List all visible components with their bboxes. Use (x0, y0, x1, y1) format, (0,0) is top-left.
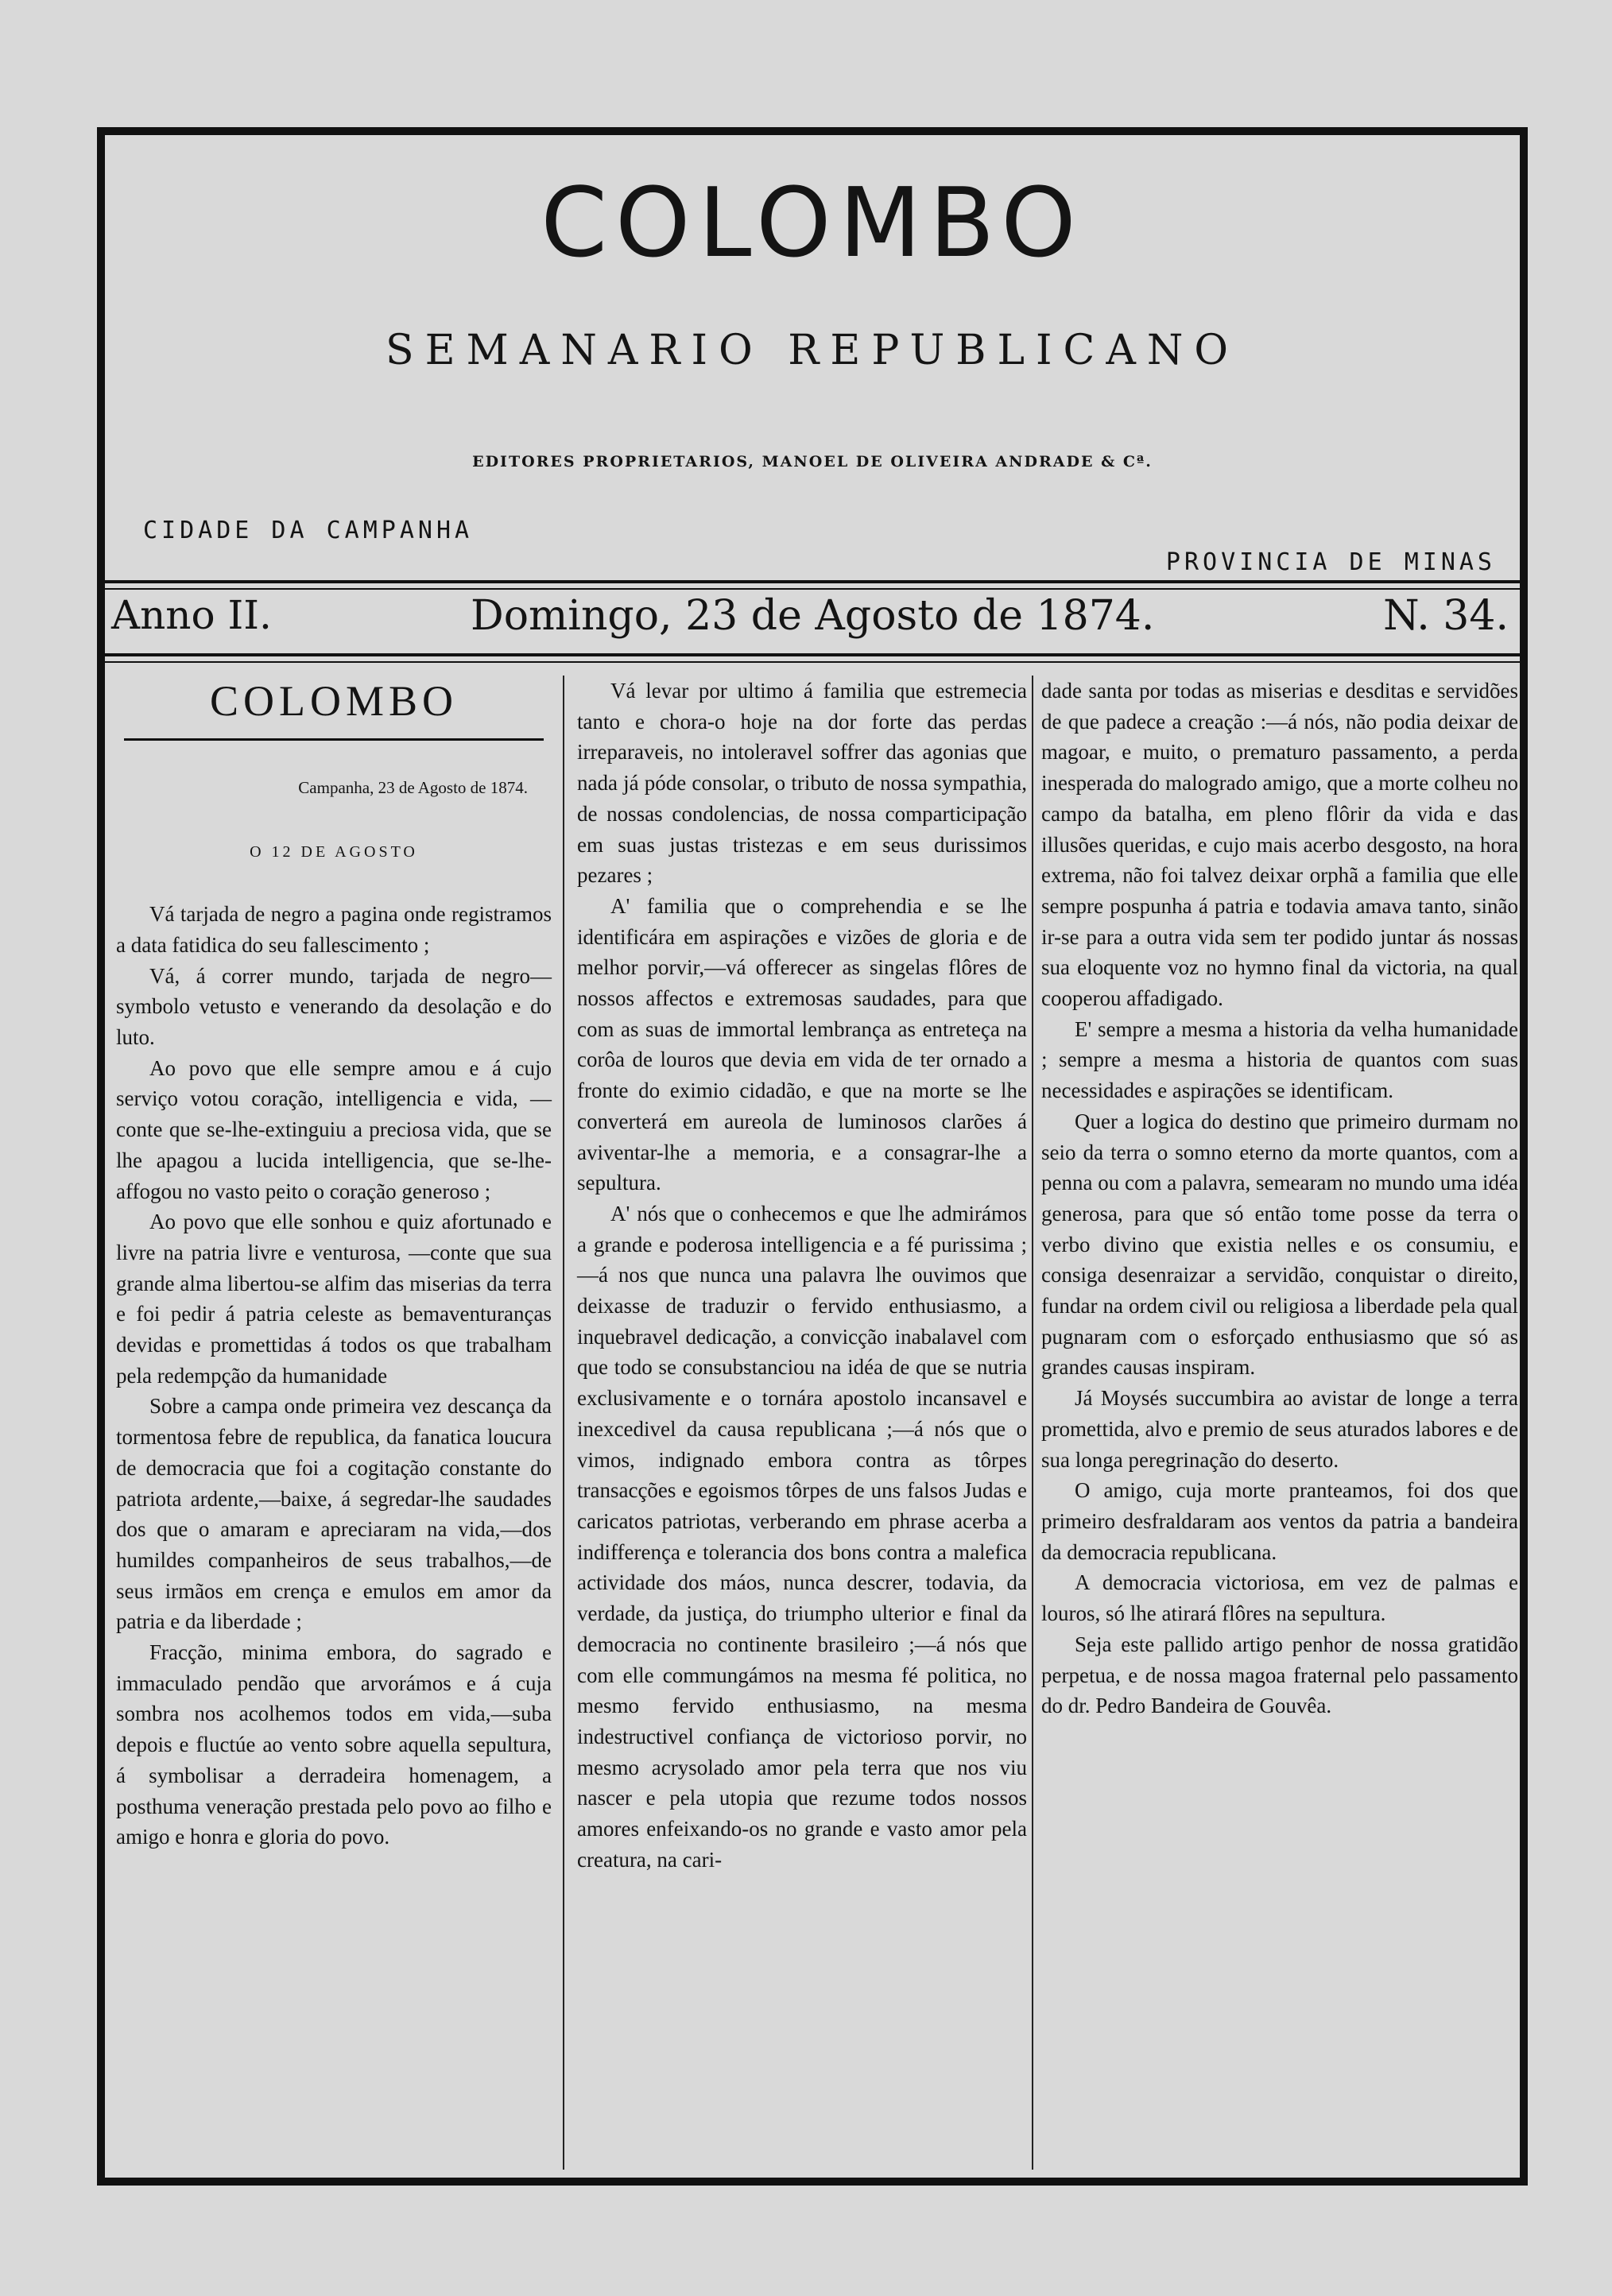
dateline-rule (105, 653, 1520, 656)
paragraph: Já Moysés succumbira ao avistar de longe a terra promettida, alvo e premio de seus aturados labores e de sua longa peregrinação do deserto. (1041, 1386, 1518, 1472)
paragraph: Fracção, minima embora, do sagrado e immaculado pendão que arvorámos e á cuja sombra nos acolhemos todos em vida,—suba depois e fluctúe ao vento sobre aquella sepultura, á symbolisar a derradeira homenagem, a posthuma veneração prestada pelo povo ao filho e amigo e honra e gloria do povo. (116, 1640, 552, 1849)
paragraph: Ao povo que elle sonhou e quiz afortunado e livre na patria livre e venturosa, —conte que sua grande alma libertou-se alfim das miserias da terra e foi pedir á patria celeste as bemaventuranças devidas e promettidas á todos os que trabalham pela redempção da humanidade (116, 1210, 552, 1388)
issue-number: N. 34. (1383, 592, 1509, 640)
paragraph: Sobre a campa onde primeira vez descança da tormentosa febre de republica, da fanatica loucura de democracia que foi a cogitação constante do patriota ardente,—baixe, á segredar-lhe saudades dos que o amaram e apreciaram na vida,—dos humildes companheiros de seus trabalhos,—de seus irmãos em crença e emulos em amor da patria e da liberdade ; (116, 1394, 552, 1634)
article-column-2 (577, 676, 1027, 1875)
article-section-heading: O 12 DE AGOSTO (250, 842, 418, 861)
article-column-3 (1041, 676, 1518, 1721)
masthead-title: COLOMBO (541, 168, 1084, 279)
masthead-city: CIDADE DA CAMPANHA (143, 517, 474, 544)
paragraph: Ao povo que elle sempre amou e á cujo serviço votou coração, intelligencia e vida, —conte que se-lhe-extinguiu a preciosa vida, que se lhe apagou a lucida intelligencia, que se-lhe-affogou no vasto peito o coração generoso ; (116, 1055, 552, 1203)
page-frame (97, 127, 1528, 2186)
article-title: COLOMBO (209, 677, 459, 725)
article-dateline: Campanha, 23 de Agosto de 1874. (298, 777, 528, 797)
paragraph: A' nós que o conhecemos e que lhe admirámos a grande e poderosa intelligencia e a fé purissima ;—á nos que nunca una palavra lhe ouvimos que deixasse de traduzir o fervido enthusiasmo, a inquebravel dedicação, a convicção inabalavel com que todo se consubstanciou na idéa de que se nutria exclusivamente e o tornára apostolo incansavel e inexcedivel da causa republicana ;—á nós que o vimos, indignado embora contra as tôrpes transacções e egoismos tôrpes de uns falsos Judas e caricatos patriotas, verberando em phrase acerba a indifferença e tolerancia dos bons contra a malefica actividade dos máos, nunca descrer, todavia, da verdade, da justiça, do triumpho ulterior e final da democracia no continente brasileiro ;—á nós que com elle commungámos na mesma fé politica, no mesmo fervido enthusiasmo, na mesma indestructivel confiança de victorioso porvir, no mesmo acrysolado amor pela terra que nos viu nascer e pela utopia que rezume todos nossos amores enfeixando-os no grande e vasto amor pela creatura, na cari- (577, 1201, 1027, 1872)
article-title-rule (124, 738, 544, 741)
dateline-rule-thin (105, 661, 1520, 663)
masthead-editors: EDITORES PROPRIETARIOS, MANOEL DE OLIVEIRA ANDRADE & Cª. (472, 453, 1153, 470)
paragraph: Vá levar por ultimo á familia que estremecia tanto e chora-o hoje na dor forte das perdas irreparaveis, no intoleravel soffrer das agonias que nada já póde consolar, o tributo de nossa sympathia, de nossas condolencias, de nossa comparticipação em suas justas tristezas e em seus durissimos pezares ; (577, 679, 1027, 888)
paragraph: A democracia victoriosa, em vez de palmas e louros, só lhe atirará flôres na sepultura. (1041, 1570, 1518, 1626)
issue-year: Anno II. (111, 592, 272, 638)
paragraph: Vá tarjada de negro a pagina onde registramos a data fatidica do seu fallescimento ; (116, 902, 552, 957)
paragraph: Seja este pallido artigo penhor de nossa gratidão perpetua, e de nossa magoa fraternal pelo passamento do dr. Pedro Bandeira de Gouvêa. (1041, 1632, 1518, 1718)
paragraph: dade santa por todas as miserias e desditas e servidões de que padece a creação :—á nós, não podia deixar de magoar, e muito, o prematuro passamento, a perda inesperada do malogrado amigo, que a morte colheu no campo da batalha, em pleno flôrir da vida e das illusões queridas, e cujo mais acerbo desgosto, na hora extrema, não foi talvez deixar orphã a familia que elle sempre pospunha á patria e todavia amava tanto, sinão ir-se para a outra vida sem ter podido juntar ás nossas sua eloquente voz no hymno final da victoria, na qual cooperou affadigado. (1041, 679, 1518, 1011)
paragraph: E' sempre a mesma a historia da velha humanidade ; sempre a mesma a historia de quantos com suas necessidades e aspirações se identificam. (1041, 1016, 1518, 1103)
paragraph: O amigo, cuja morte pranteamos, foi dos que primeiro desfraldaram aos ventos da patria a bandeira da democracia republicana. (1041, 1478, 1518, 1564)
masthead-subtitle: SEMANARIO REPUBLICANO (385, 327, 1240, 374)
masthead-rule-top-thin (105, 588, 1520, 590)
article-column-1 (116, 676, 552, 1853)
paragraph: Vá, á correr mundo, tarjada de negro—symbolo vetusto e venerando da desolação e do luto. (116, 963, 552, 1050)
masthead-province: PROVINCIA DE MINAS (1165, 548, 1496, 576)
paragraph: A' familia que o comprehendia e se lhe identificára em aspirações e vizões de gloria e de melhor porvir,—vá offerecer as singelas flôres de nossos affectos e extremosas saudades, para que com as suas de immortal lembrança as entreteça na corôa de louros que devia em vida de ter ornado a fronte do eximio cidadão, e que na morte se lhe converterá em aureola de luminosos clarões á aviventar-lhe a memoria, e a consagrar-lhe a sepultura. (577, 893, 1027, 1195)
paragraph: Quer a logica do destino que primeiro durmam no seio da terra o somno eterno da morte quantos, com a penna ou com a palavra, semearam no mundo uma idéa generosa, para que só então tome posse da terra o verbo divino que existia nelles e os consumiu, e consiga desenraizar a servidão, conquistar o direito, fundar na ordem civil ou religiosa a liberdade pela qual pugnaram com o esforçado enthusiasmo que só as grandes causas inspiram. (1041, 1109, 1518, 1380)
issue-date: Domingo, 23 de Agosto de 1874. (471, 592, 1155, 640)
column-separator-2 (1032, 676, 1033, 2170)
column-separator-1 (563, 676, 564, 2170)
masthead-rule-top (105, 580, 1520, 583)
